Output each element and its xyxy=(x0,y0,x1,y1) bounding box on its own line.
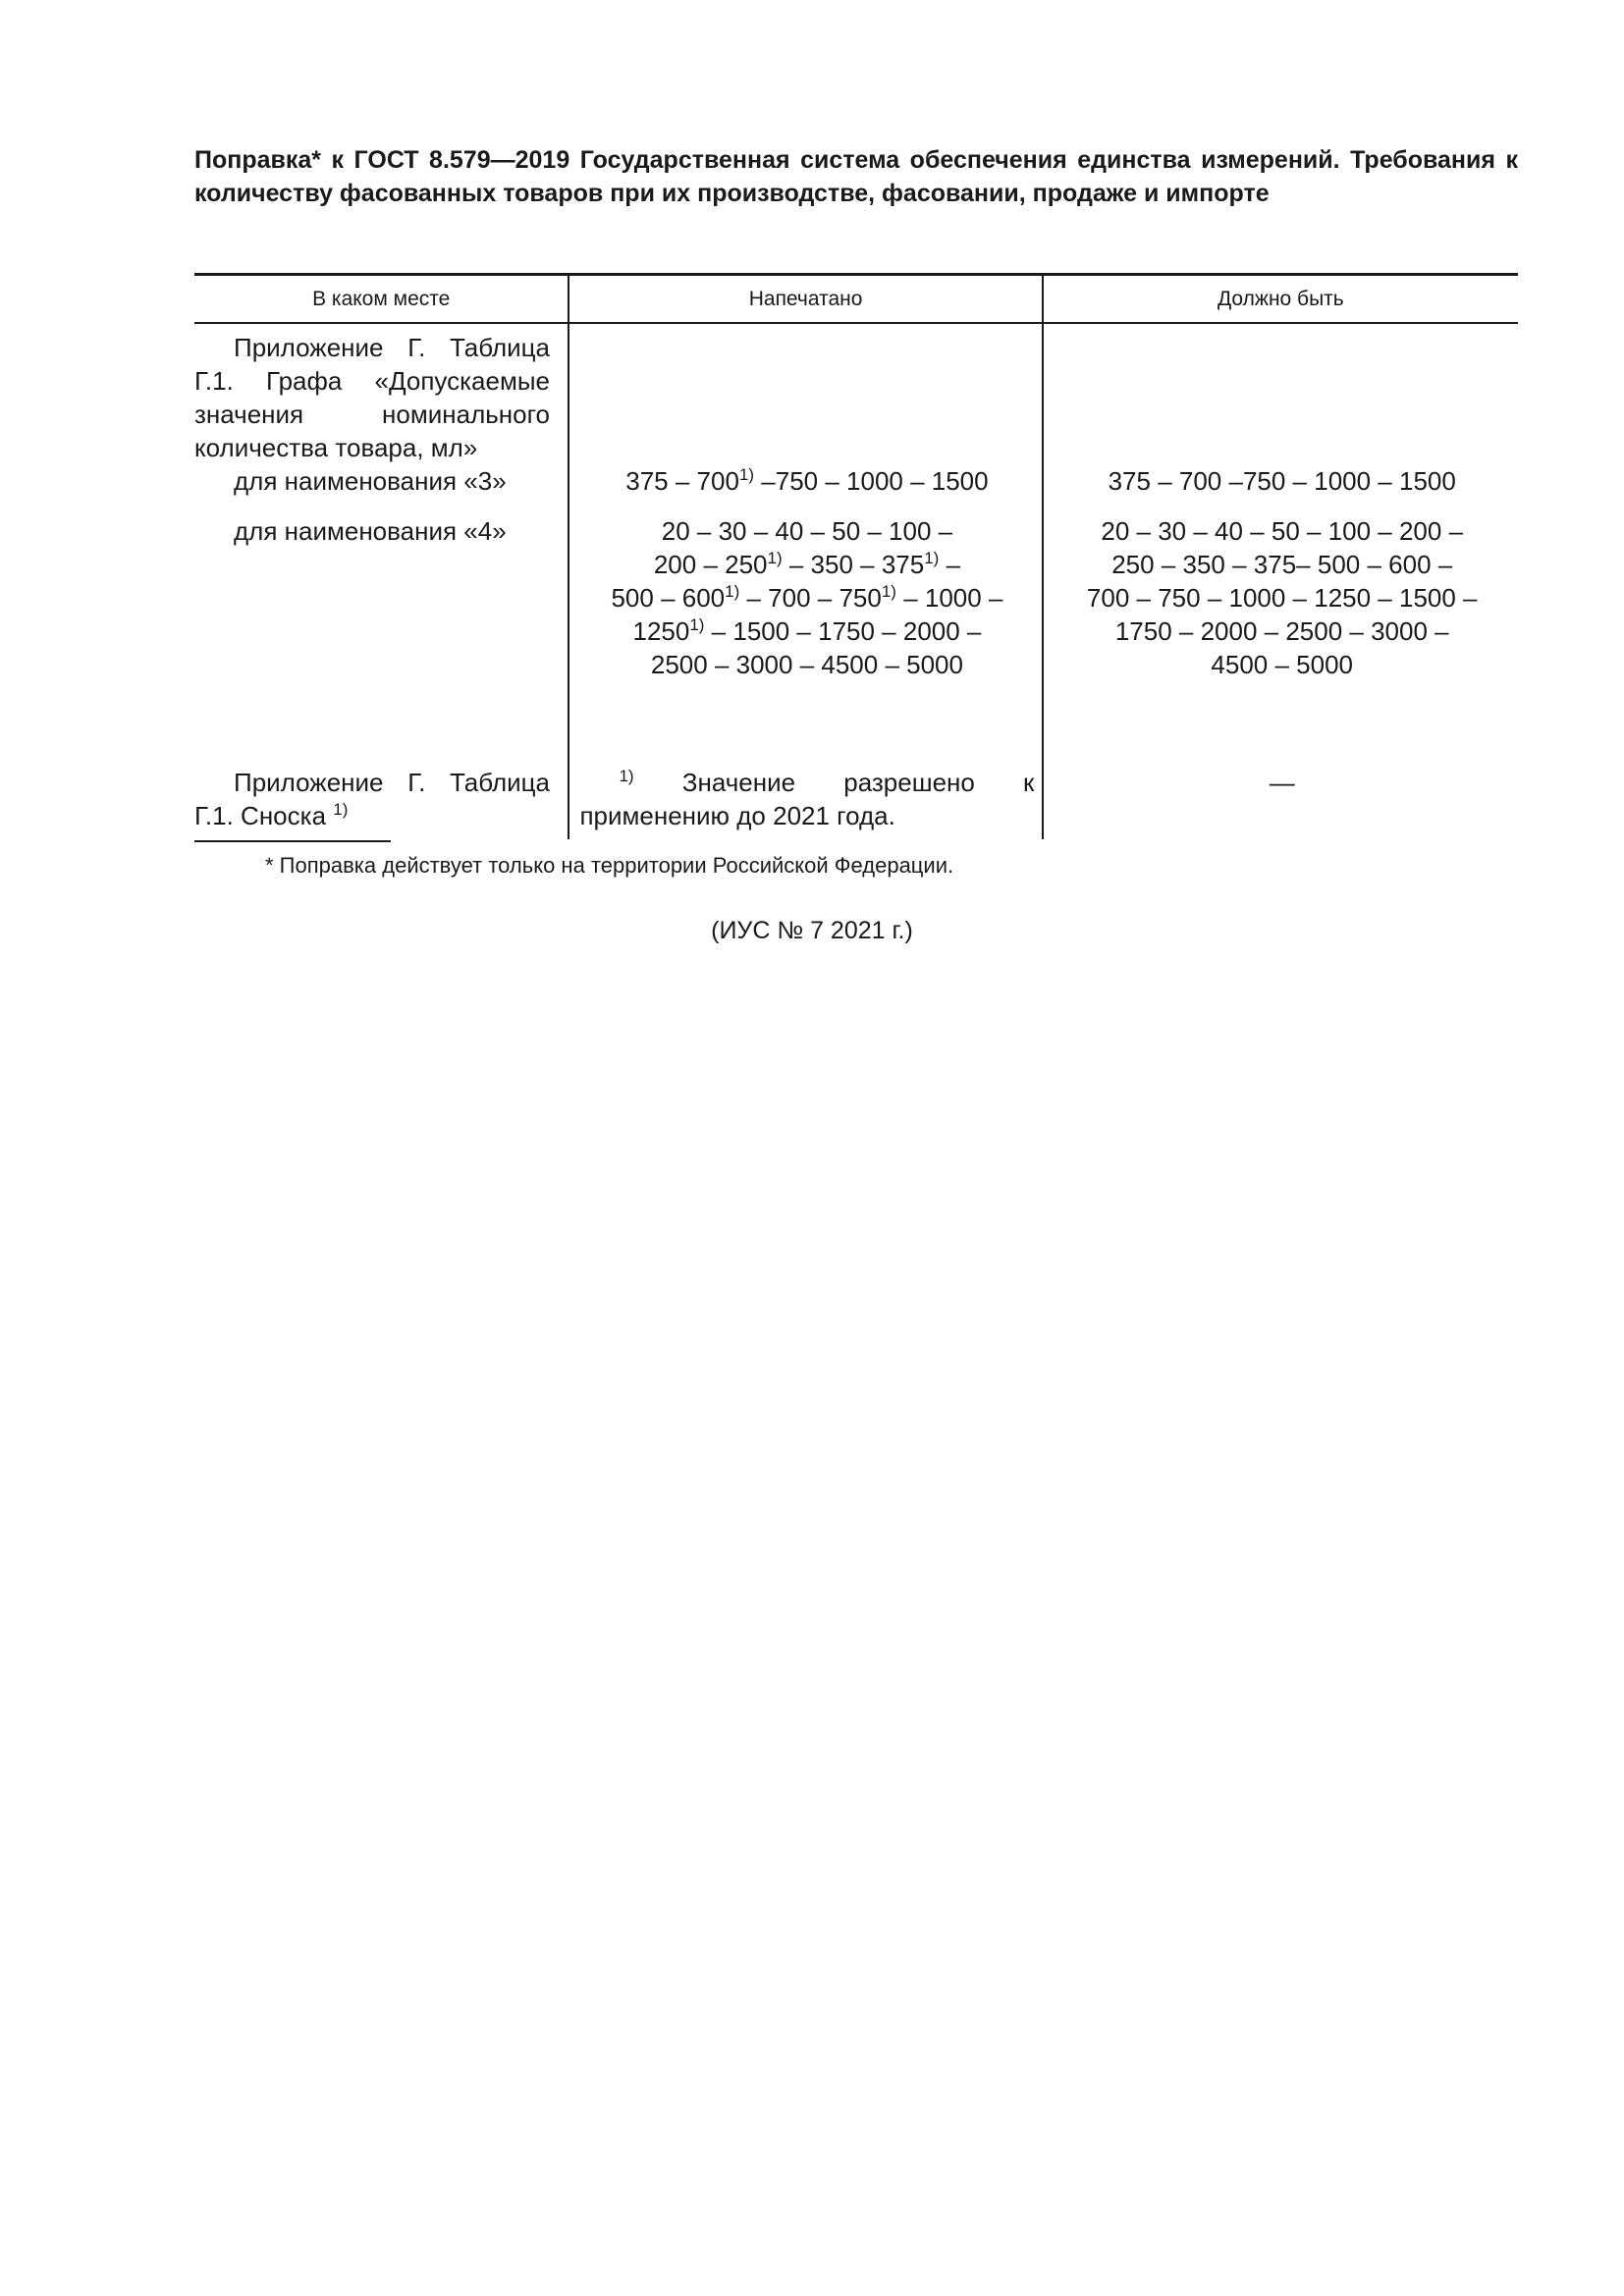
printed-3-line-4 xyxy=(579,614,1034,648)
printed-3-line-3 xyxy=(579,581,1034,614)
place-cell-3: для наименования «4» xyxy=(234,516,507,546)
printed-3-p1: 200 – 250 xyxy=(653,550,768,579)
should-be-3-line-1: 20 – 30 – 40 – 50 – 100 – 200 – xyxy=(1101,516,1464,546)
correction-table xyxy=(194,273,1518,839)
should-be-cell-4: — xyxy=(1269,768,1295,797)
should-be-cell-3 xyxy=(1054,514,1511,681)
place-cell-4 xyxy=(194,766,550,832)
table-body xyxy=(194,324,1518,839)
printed-3-line-1 xyxy=(579,514,1034,548)
footnote-text: * Поправка действует только на территории Российской Федерации. xyxy=(265,853,954,878)
place-4-sup: 1) xyxy=(333,800,349,819)
printed-3-line-5 xyxy=(579,648,1034,681)
printed-3-sup-b: 1) xyxy=(924,549,940,567)
printed-3-p8: – 700 – 750 xyxy=(739,583,882,613)
printed-3-sup-c: 1) xyxy=(725,582,740,601)
printed-3-sup-e: 1) xyxy=(689,615,705,634)
printed-4-sup: 1) xyxy=(619,767,634,785)
page-title: Поправка* к ГОСТ 8.579—2019 Государственная система обеспечения единства измерений. Требования к количеству фасованных товаров при их производстве, фасовании, продаже и импорте xyxy=(194,146,1518,207)
printed-3-line-2 xyxy=(579,548,1034,581)
printed-3-p13: – 1500 – 1750 – 2000 – xyxy=(704,616,982,646)
header-printed: Напечатано xyxy=(568,276,1041,322)
printed-3-p0: 20 – 30 – 40 – 50 – 100 – xyxy=(661,516,953,546)
printed-3-p14: 2500 – 3000 – 4500 – 5000 xyxy=(650,650,963,679)
printed-cell-4 xyxy=(579,766,1034,832)
printed-2-sup: 1) xyxy=(738,465,755,484)
column-place xyxy=(194,324,568,839)
place-4-text: Приложение Г. Таблица Г.1. Сноска xyxy=(194,768,550,830)
place-cell-1: Приложение Г. Таблица Г.1. Графа «Допускаемые значения номинального количества товара, мл» xyxy=(194,333,550,462)
footnote-rule xyxy=(194,840,391,842)
should-be-3-line-5: 4500 – 5000 xyxy=(1211,650,1354,679)
printed-3-p10: – 1000 – xyxy=(895,583,1003,613)
printed-3-sup-d: 1) xyxy=(881,582,896,601)
should-be-3-line-2: 250 – 350 – 375– 500 – 600 – xyxy=(1111,550,1453,579)
header-should-be: Должно быть xyxy=(1042,276,1518,322)
printed-3-p5: – xyxy=(939,550,961,579)
printed-cell-3 xyxy=(579,514,1034,681)
column-printed xyxy=(568,324,1041,839)
printed-3-p3: – 350 – 375 xyxy=(782,550,925,579)
printed-3-p6: 500 – 600 xyxy=(611,583,726,613)
printed-4-text: Значение разрешено к применению до 2021 года. xyxy=(579,768,1035,830)
ius-reference: (ИУС № 7 2021 г.) xyxy=(711,917,913,944)
place-cell-2: для наименования «3» xyxy=(234,466,507,496)
printed-3-sup-a: 1) xyxy=(767,549,783,567)
table-header-row xyxy=(194,273,1518,324)
printed-3-p11: 1250 xyxy=(632,616,690,646)
printed-2-p0: 375 – 700 xyxy=(625,466,739,496)
printed-cell-2 xyxy=(579,464,1034,498)
should-be-3-line-4: 1750 – 2000 – 2500 – 3000 – xyxy=(1114,616,1449,646)
should-be-3-line-3: 700 – 750 – 1000 – 1250 – 1500 – xyxy=(1086,583,1478,613)
column-should-be xyxy=(1042,324,1518,839)
should-be-cell-2: 375 – 700 –750 – 1000 – 1500 xyxy=(1108,466,1456,496)
header-place: В каком месте xyxy=(312,287,451,310)
printed-2-p2: –750 – 1000 – 1500 xyxy=(754,466,989,496)
